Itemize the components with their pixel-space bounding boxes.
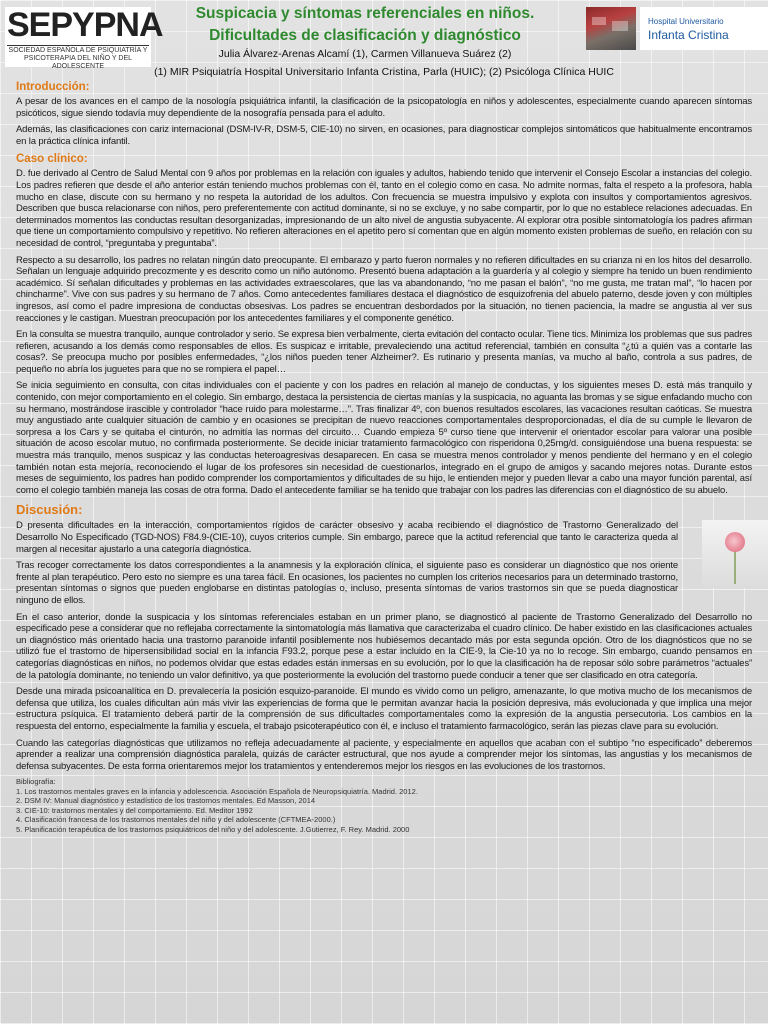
authors: Julia Álvarez-Arenas Alcamí (1), Carmen Villanueva Suárez (2) [218, 48, 512, 60]
intro-paragraph: Además, las clasificaciones con cariz internacional (DSM-IV-R, DSM-5, CIE-10) no sirven, en ocasiones, para diagnosticar complejos sintomáticos que habitualmente encontramos en la práctica clínica infantil. [16, 124, 752, 147]
bibliography-item: 2. DSM IV: Manual diagnóstico y estadístico de los trastornos mentales. Ed Masson, 2014 [16, 796, 316, 806]
bibliography [16, 777, 752, 834]
affiliations: (1) MIR Psiquiatría Hospital Universitario Infanta Cristina, Parla (HUIC); (2) Psicóloga Clínica HUIC [154, 66, 614, 78]
case-paragraph: Respecto a su desarrollo, los padres no relatan ningún dato preocupante. El embarazo y parto fueron normales y no refieren dificultades en su crianza ni en los hitos del desarrollo. Señalan un lenguaje adquirido precozmente y es descrito como un niño autónomo. Presentó buena adaptación a la guardería y al colegio y siempre ha tenido un buen rendimiento académico. Sí señalan dificultades y problemas en las actividades extraescolares, que las va abandonando, “no me pasan el balón”, “no me gusta, me tratan mal”, “lo hacen por chincharme”. Vive con sus padres y su hermano de 7 años. Como antecedentes familiares destaca el diagnóstico de esquizofrenia del abuelo paterno, desde joven y con múltiples ingresos, así como el padre impresiona de conductas obsesivas. Los padres se encuentran desbordados por la situación, no tienen paciencia, la madre se angustia al ver sus reacciones y le castigan. Muestran preocupación por los antecedentes familiares y el componente genético. [16, 254, 752, 324]
bibliography-title: Bibliografía: [16, 777, 56, 787]
bibliography-item: 1. Los trastornos mentales graves en la infancia y adolescencia. Asociación Española de Neuropsiquiatría. Madrid. 2012. [16, 786, 418, 796]
discussion-top [16, 520, 752, 606]
intro-paragraph: A pesar de los avances en el campo de la nosología psiquiátrica infantil, la clasificación de la psicopatología en niños y adolescentes, especialmente cuando aparecen síntomas psicóticos, sigue siendo todavía muy dependiente de la nosografía pensada para el adulto. [16, 96, 752, 119]
hospital-logo-line-2: Infanta Cristina [648, 28, 729, 42]
case-heading: Caso clínico: [16, 153, 88, 166]
discussion-paragraph: Desde una mirada psicoanalítica en D. prevalecería la posición esquizo-paranoide. El mundo es vivido como un peligro, amenazante, lo que motiva mucho de los mecanismos de defensa que utiliza, los cuales dificultan aún más vivir las experiencias de forma que le permitan avanzar hacia la posición depresiva, más evolucionada y que implica una mejor estructura psíquica. El tratamiento deberá partir de la comprensión de sus dificultades comportamentales como la expresión de la angustia persecutoria. Los cambios en la respuesta del entorno, especialmente la familia y escuela, el trabajo psicoterapéutico con él, e incluso el tratamiento farmacológico, serán las piezas clave para su evolución. [16, 686, 752, 732]
case-paragraph: Se inicia seguimiento en consulta, con citas individuales con el paciente y con los padres en relación al manejo de conductas, y los siguientes meses D. está más tranquilo y contenido, con mejor comportamiento en el colegio. Sin embargo, destaca la persistencia de ciertas manías y la suspicacia, no aguanta las bromas y se sigue enfadando mucho con su hermano, mostrándose irascible y controlador “hace ruido para molestarme…”. Tras finalizar 4º, con buenos resultados escolares, las vacaciones resultan caóticas. Se muestra muy angustiado ante cualquier situación de cambio y en ocasiones se precipitan de nuevo reacciones comportamentales desproporcionadas, el día de su cumple le llevaron de sorpresa a los Cars y se quitaba el cinturón, no admitía las normas del circuito… Cuando empieza 5º curso tiene que intervenir el orientador escolar para valorar una posible situación de acoso escolar mutuo, no confirmada posteriormente. Se decide iniciar tratamiento farmacológico con risperidona 0,25mg/d. consiguiéndose una buena respuesta: se muestra más tranquilo, menos suspicaz y las conductas heteroagresivas desaparecen. En casa se muestra menos controlador y menos pendiente del hermano y en el colegio también notan esta mejoría, reconociendo el lugar de los profesores sin necesidad de cuestionarlos, integrado en el grupo de amigos y sacando mejores notas. Durante estos meses de seguimiento, los padres han podido comprender los comportamientos y dificultades de su hijo, le entienden mejor y pueden llevar a cabo una mayor función parental, así como el colegio también maneja las cosas de otra forma. Dado el antecedente familiar se ha tenido que trabajar con los padres las diferencias con el diagnóstico de su abuelo. [16, 380, 752, 496]
poster-title-line-2: Dificultades de clasificación y diagnóstico [209, 27, 521, 44]
discussion-heading: Discusión: [16, 502, 83, 518]
sepypna-logo [5, 6, 163, 70]
sepypna-logo-mark: SEPYPNA [7, 6, 163, 44]
poster-body [16, 80, 752, 834]
discussion-paragraph: Tras recoger correctamente los datos correspondientes a la anamnesis y la exploración clínica, el siguiente paso es considerar un diagnóstico que nos oriente frente al plan terapéutico. Pero esto no siempre es una tarea fácil. En ocasiones, los pacientes no cumplen los criterios necesarios para un determinado trastorno, presentan síntomas o signos que pueden englobarse en distintas patologías o, incluso, presenta síntomas de varios trastornos sin que se pueda diagnosticar ninguno de ellos. [16, 560, 678, 606]
discussion-paragraph: Cuando las categorías diagnósticas que utilizamos no refleja adecuadamente al paciente, y especialmente en aquellos que acaban con el subtipo “no especificado” deberemos aprender a realizar una comprensión diagnóstica paralela, quizás de carácter estructural, que nos ayude a comprender mejor los síntomas, las angustias y los mecanismos de defensa subyacentes. De esta forma orientaremos mejor los tratamientos y entenderemos mejor los riesgos en las evoluciones de los trastornos. [16, 737, 752, 772]
bibliography-item: 5. Planificación terapéutica de los trastornos psiquiátricos del niño y del adolescente. J.Gutierrez, F. Rey. Madrid. 2000 [16, 824, 410, 834]
case-paragraph: D. fue derivado al Centro de Salud Mental con 9 años por problemas en la relación con iguales y adultos, habiendo tenido que intervenir el Consejo Escolar a instancias del colegio. Los padres refieren que desde el año anterior están teniendo muchos problemas con él, tanto en el colegio como en casa. No admite normas, falta el respeto a la profesora, habla mucho en clase, discute con su hermano y no respeta la autoridad de los adultos. Con frecuencia se muestra impulsivo y explota con insultos y comportamientos agresivos. Describen que busca relacionarse con niños, pero preferentemente con actitud dominante, si no se excluye, y no sabe compartir, por lo que no establece relaciones adecuadas. En determinados momentos las conductas resultan desorganizadas, impresionando de un alto nivel de angustia subyacente. Al explorar otra posible sintomatología los padres afirman que tiene un comportamiento compulsivo y repetitivo. No refieren alteraciones en el apetito pero sí comentan que en algún momento existen problemas de sueño, en relación con su necesidad de control, “preguntaba y preguntaba”. [16, 168, 752, 249]
poster-title-line-1: Suspicacia y síntomas referenciales en niños. [195, 5, 535, 22]
bibliography-item: 4. Clasificación francesa de los trastornos mentales del niño y del adolescente (CFTMEA-2000.) [16, 815, 336, 825]
bibliography-item: 3. CIE-10: trastornos mentales y del comportamiento. Ed. Meditor 1992 [16, 805, 253, 815]
sepypna-logo-subtitle: SOCIEDAD ESPAÑOLA DE PSIQUIATRÍA Y PSICOTERAPIA DEL NIÑO Y DEL ADOLESCENTE [8, 47, 148, 70]
case-paragraph: En la consulta se muestra tranquilo, aunque controlador y serio. Se expresa bien verbalmente, cierta evitación del contacto ocular. Tiene tics. Minimiza los problemas que sus padres refieren, acusando a los demás como responsables de ellos. Es suspicaz e irritable, prevaleciendo una actitud referencial, también en consulta “¿tú a quién vas a contarle las cosas?. Se preocupa mucho por posibles enfermedades, “¿los niños pueden tener Alzheimer?. Es rutinario y presenta manías, va mucho al baño, controla a sus padres, de pequeño no abría los juguetes para que no se rompiera el papel… [16, 329, 752, 375]
hospital-logo [640, 7, 768, 50]
discussion-paragraph: D presenta dificultades en la interacción, comportamientos rígidos de carácter obsesivo y acaba recibiendo el diagnóstico de Trastorno Generalizado del Desarrollo No Especificado (TGD-NOS) F84.9-(CIE-10), cuyos criterios cumple. Sin embargo, parece que la actitud referencial que tanto le caracteriza queda al margen al necesitar ajustarlo a una categoría diagnóstica. [16, 520, 678, 555]
discussion-paragraph: En el caso anterior, donde la suspicacia y los síntomas referenciales estaban en un primer plano, se diagnosticó al paciente de Trastorno Generalizado del Desarrollo no especificado pese a considerar que no reflejaba correctamente la sintomatología más llamativa que caracterizaba el cuadro clínico. De haber existido en las clasificaciones actuales un diagnóstico más orientado hacia una trastorno paranoide infantil posiblemente nos hubiésemos decantado más por esta segunda opción. Otro de los diagnósticos que no se utilizó fue el trastorno de hipersensibilidad social en la infancia F93.2, porque pese a estar incluido en la CIE-9, la Cie-10 ya no lo recoge. Sin embargo, cuando pensamos en categorías diagnósticas en niños, no podemos olvidar que estas edades están inmersas en su evolución, por lo que la clasificación ha de reposar sólo sobre parámetros “actuales” de la patología dominante, no teniendo un valor definitivo, ya que posteriormente la evolución del trastorno puede conducir a tener que ser clasificado en otra categoría. [16, 611, 752, 681]
hospital-building-photo [586, 7, 636, 50]
flower-image [702, 520, 768, 588]
intro-heading: Introducción: [16, 81, 90, 93]
title-block [150, 4, 580, 61]
hospital-logo-line-1: Hospital Universitario [648, 17, 724, 26]
poster-header [0, 0, 768, 80]
